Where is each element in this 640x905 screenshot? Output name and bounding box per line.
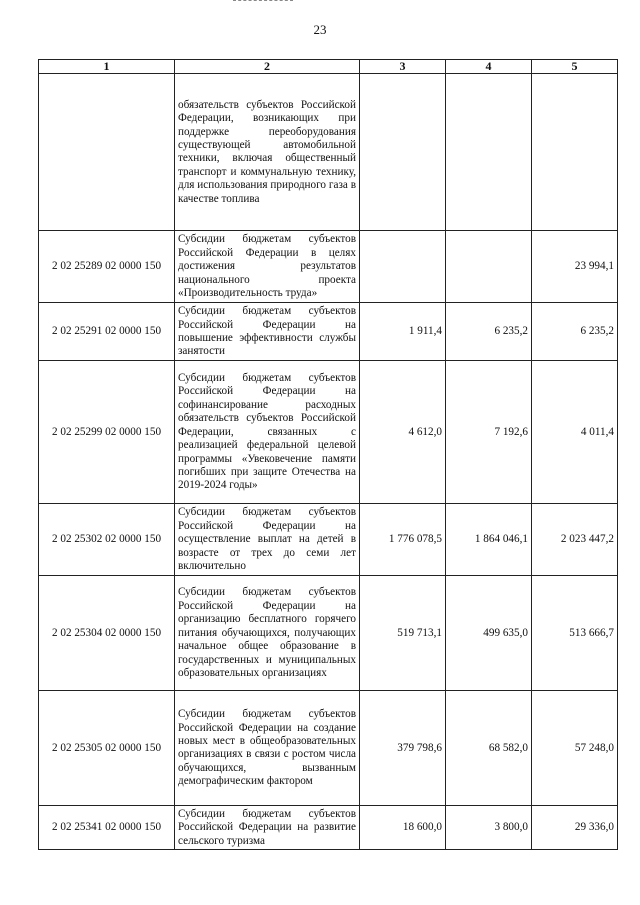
code-cell: 2 02 25341 02 0000 150 bbox=[39, 806, 175, 850]
header-cell-1: 1 bbox=[39, 60, 175, 74]
header-cell-5: 5 bbox=[532, 60, 618, 74]
value-cell-4: 6 235,2 bbox=[446, 303, 532, 361]
value-cell-3: 379 798,6 bbox=[360, 691, 446, 806]
value-cell-5: 513 666,7 bbox=[532, 576, 618, 691]
value-cell-5: 6 235,2 bbox=[532, 303, 618, 361]
header-row bbox=[39, 60, 618, 74]
value-cell-4: 3 800,0 bbox=[446, 806, 532, 850]
value-cell-4 bbox=[446, 231, 532, 303]
header-cell-2: 2 bbox=[175, 60, 360, 74]
value-cell-4 bbox=[446, 74, 532, 231]
value-cell-3: 1 776 078,5 bbox=[360, 504, 446, 576]
value-cell-5: 23 994,1 bbox=[532, 231, 618, 303]
table-row bbox=[39, 231, 618, 303]
value-cell-3: 18 600,0 bbox=[360, 806, 446, 850]
budget-table bbox=[38, 59, 618, 850]
value-cell-4: 68 582,0 bbox=[446, 691, 532, 806]
page-number: 23 bbox=[313, 22, 327, 37]
value-cell-5: 4 011,4 bbox=[532, 361, 618, 504]
code-cell: 2 02 25302 02 0000 150 bbox=[39, 504, 175, 576]
value-cell-3: 519 713,1 bbox=[360, 576, 446, 691]
value-cell-5: 2 023 447,2 bbox=[532, 504, 618, 576]
description-cell: Субсидии бюджетам субъектов Российской Федерации на софинансирование расходных обязательств субъектов Российской Федерации, связанных с реализацией федеральной целевой программы «Увековечение памяти погибших при защите Отечества на 2019-2024 годы» bbox=[175, 361, 360, 504]
code-cell: 2 02 25304 02 0000 150 bbox=[39, 576, 175, 691]
code-cell: 2 02 25289 02 0000 150 bbox=[39, 231, 175, 303]
table-row bbox=[39, 806, 618, 850]
header-cell-4: 4 bbox=[446, 60, 532, 74]
value-cell-4: 1 864 046,1 bbox=[446, 504, 532, 576]
value-cell-4: 7 192,6 bbox=[446, 361, 532, 504]
table-row bbox=[39, 504, 618, 576]
value-cell-3: 4 612,0 bbox=[360, 361, 446, 504]
value-cell-5: 29 336,0 bbox=[532, 806, 618, 850]
description-cell: Субсидии бюджетам субъектов Российской Федерации на организацию бесплатного горячего питания обучающихся, получающих начальное общее образование в государственных и муниципальных образовательных организациях bbox=[175, 576, 360, 691]
header-cell-3: 3 bbox=[360, 60, 446, 74]
table-row bbox=[39, 74, 618, 231]
description-cell: Субсидии бюджетам субъектов Российской Федерации на развитие сельского туризма bbox=[175, 806, 360, 850]
table-row bbox=[39, 576, 618, 691]
description-cell: Субсидии бюджетам субъектов Российской Федерации на осуществление выплат на детей в возрасте от трех до семи лет включительно bbox=[175, 504, 360, 576]
description-cell: Субсидии бюджетам субъектов Российской Федерации в целях достижения результатов национального проекта «Производительность труда» bbox=[175, 231, 360, 303]
description-cell: Субсидии бюджетам субъектов Российской Федерации на создание новых мест в общеобразовательных организациях в связи с ростом числа обучающихся, вызванным демографическим фактором bbox=[175, 691, 360, 806]
table-row bbox=[39, 303, 618, 361]
scan-mark bbox=[233, 0, 293, 3]
code-cell bbox=[39, 74, 175, 231]
description-cell: обязательств субъектов Российской Федерации, возникающих при поддержке переоборудования существующей автомобильной техники, включая общественный транспорт и коммунальную технику, для использования природного газа в качестве топлива bbox=[175, 74, 360, 231]
code-cell: 2 02 25291 02 0000 150 bbox=[39, 303, 175, 361]
value-cell-5: 57 248,0 bbox=[532, 691, 618, 806]
value-cell-4: 499 635,0 bbox=[446, 576, 532, 691]
table-row bbox=[39, 691, 618, 806]
value-cell-5 bbox=[532, 74, 618, 231]
value-cell-3: 1 911,4 bbox=[360, 303, 446, 361]
code-cell: 2 02 25299 02 0000 150 bbox=[39, 361, 175, 504]
table-row bbox=[39, 361, 618, 504]
value-cell-3 bbox=[360, 231, 446, 303]
description-cell: Субсидии бюджетам субъектов Российской Федерации на повышение эффективности службы занятости bbox=[175, 303, 360, 361]
code-cell: 2 02 25305 02 0000 150 bbox=[39, 691, 175, 806]
value-cell-3 bbox=[360, 74, 446, 231]
